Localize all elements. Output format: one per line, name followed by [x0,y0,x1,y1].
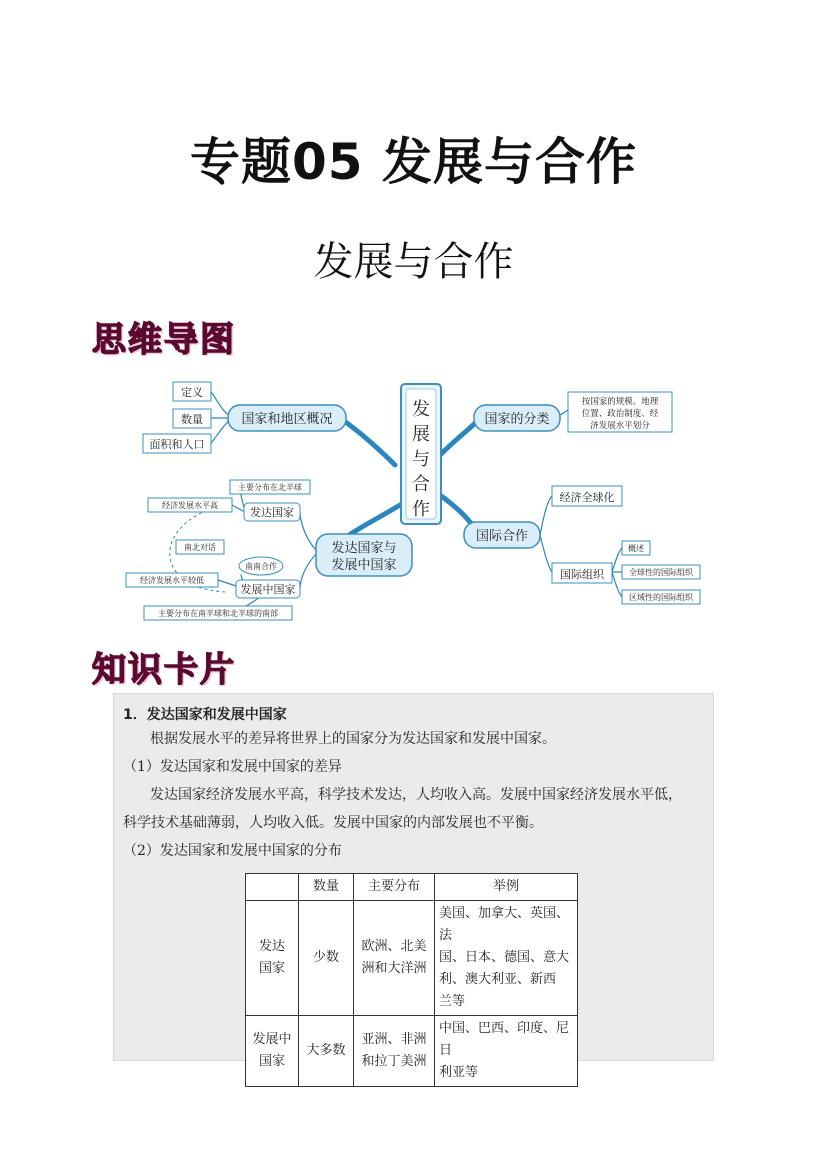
leaf-south-south [239,557,283,575]
svg-text:经济全球化: 经济全球化 [559,491,615,504]
svg-text:发展中国家: 发展中国家 [240,583,296,596]
svg-text:南北对话: 南北对话 [184,543,216,552]
center-char-1: 发 [412,399,430,420]
table-header-cell: 举例 [435,874,578,901]
card-sub2: （2）发达国家和发展中国家的分布 [123,843,342,859]
leaf-quantity [173,409,211,428]
table-header-cell [246,874,299,901]
page-subtitle: 发展与合作 [313,239,514,285]
svg-text:国家和地区概况: 国家和地区概况 [241,412,333,427]
table-row [246,1016,578,1087]
leaf-org-global [622,565,700,579]
svg-text:数量: 数量 [181,413,203,426]
leaf-area-population [143,434,211,453]
branch-line-overview [340,418,395,465]
svg-text:区域性的国际组织: 区域性的国际组织 [629,593,693,602]
table-row [246,901,578,1016]
mindmap-center-node [401,384,441,524]
leaf-north-south [176,540,224,554]
svg-text:概述: 概述 [628,544,644,553]
node-cooperation [464,522,540,548]
knowledge-card [113,693,714,1080]
branch-line-development [345,505,400,538]
svg-text:发达国家: 发达国家 [250,506,294,519]
node-developing [236,580,300,598]
svg-text:全球性的国际组织: 全球性的国际组织 [629,568,693,577]
node-developed [244,503,300,521]
svg-text:主要分布在北半球: 主要分布在北半球 [238,483,302,492]
table-cell-examples: 美国、加拿大、英国、法 国、日本、德国、意大 利、澳大利亚、新西 兰等 [435,901,578,1016]
card-diff-line1: 发达国家经济发展水平高，科学技术发达，人均收入高。发展中国家经济发展水平低， [150,787,682,803]
svg-text:面积和人口: 面积和人口 [149,438,205,451]
table-header-cell: 主要分布 [354,874,435,901]
leaf-developed-level [148,498,232,512]
svg-text:发达国家与: 发达国家与 [331,541,397,556]
table-header-cell: 数量 [299,874,354,901]
table-cell-count: 少数 [299,901,354,1016]
mindmap-heading: 思维导图 [92,320,236,360]
leaf-definition [173,382,211,401]
node-classify [474,405,560,431]
card-intro: 根据发展水平的差异将世界上的国家分为发达国家和发展中国家。 [150,731,556,747]
center-char-3: 与 [412,449,430,470]
leaf-org-regional [622,590,700,604]
table-cell-region: 欧洲、北美 洲和大洋洲 [354,901,435,1016]
table-cell-region: 亚洲、非洲 和拉丁美洲 [354,1016,435,1087]
page-title: 专题05 发展与合作 [190,133,637,191]
knowledge-heading: 知识卡片 [92,650,236,690]
leaf-developed-dist [230,480,310,494]
leaf-classify-detail [568,392,672,432]
center-char-4: 合 [412,474,430,495]
svg-text:定义: 定义 [181,386,203,399]
node-development [316,534,412,576]
svg-text:主要分布在南半球和北半球的南部: 主要分布在南半球和北半球的南部 [158,609,278,618]
svg-text:经济发展水平高: 经济发展水平高 [162,501,218,510]
table-cell-count: 大多数 [299,1016,354,1087]
mind-map [0,370,827,630]
table-header-row [246,874,578,901]
branch-line-classify [440,418,480,455]
table-cell-examples: 中国、巴西、印度、尼日 利亚等 [435,1016,578,1087]
distribution-table [245,873,578,1087]
leaf-developing-dist [144,606,292,620]
svg-text:按国家的规模、地理: 按国家的规模、地理 [581,397,659,407]
leaf-developing-level [126,573,218,587]
card-heading: 1．发达国家和发展中国家 [123,707,287,723]
table-cell-type: 发达 国家 [246,901,299,1016]
leaf-org-overview [622,541,650,555]
leaf-intl-org [552,563,612,583]
card-diff-line2: 科学技术基础薄弱，人均收入低。发展中国家的内部发展也不平衡。 [123,815,543,831]
center-char-5: 作 [412,499,430,520]
leaf-globalization [552,486,622,506]
svg-text:南南合作: 南南合作 [245,562,277,571]
svg-text:国家的分类: 国家的分类 [484,412,550,427]
center-char-2: 展 [412,424,430,445]
svg-text:国际合作: 国际合作 [475,529,529,544]
table-cell-type: 发展中 国家 [246,1016,299,1087]
svg-text:国际组织: 国际组织 [560,568,604,581]
svg-text:济发展水平划分: 济发展水平划分 [590,421,650,431]
card-sub1: （1）发达国家和发展中国家的差异 [123,759,342,775]
svg-text:发展中国家: 发展中国家 [331,558,397,573]
svg-text:位置、政治制度、经: 位置、政治制度、经 [581,409,659,419]
svg-text:经济发展水平较低: 经济发展水平较低 [140,576,204,585]
node-overview [228,405,346,431]
